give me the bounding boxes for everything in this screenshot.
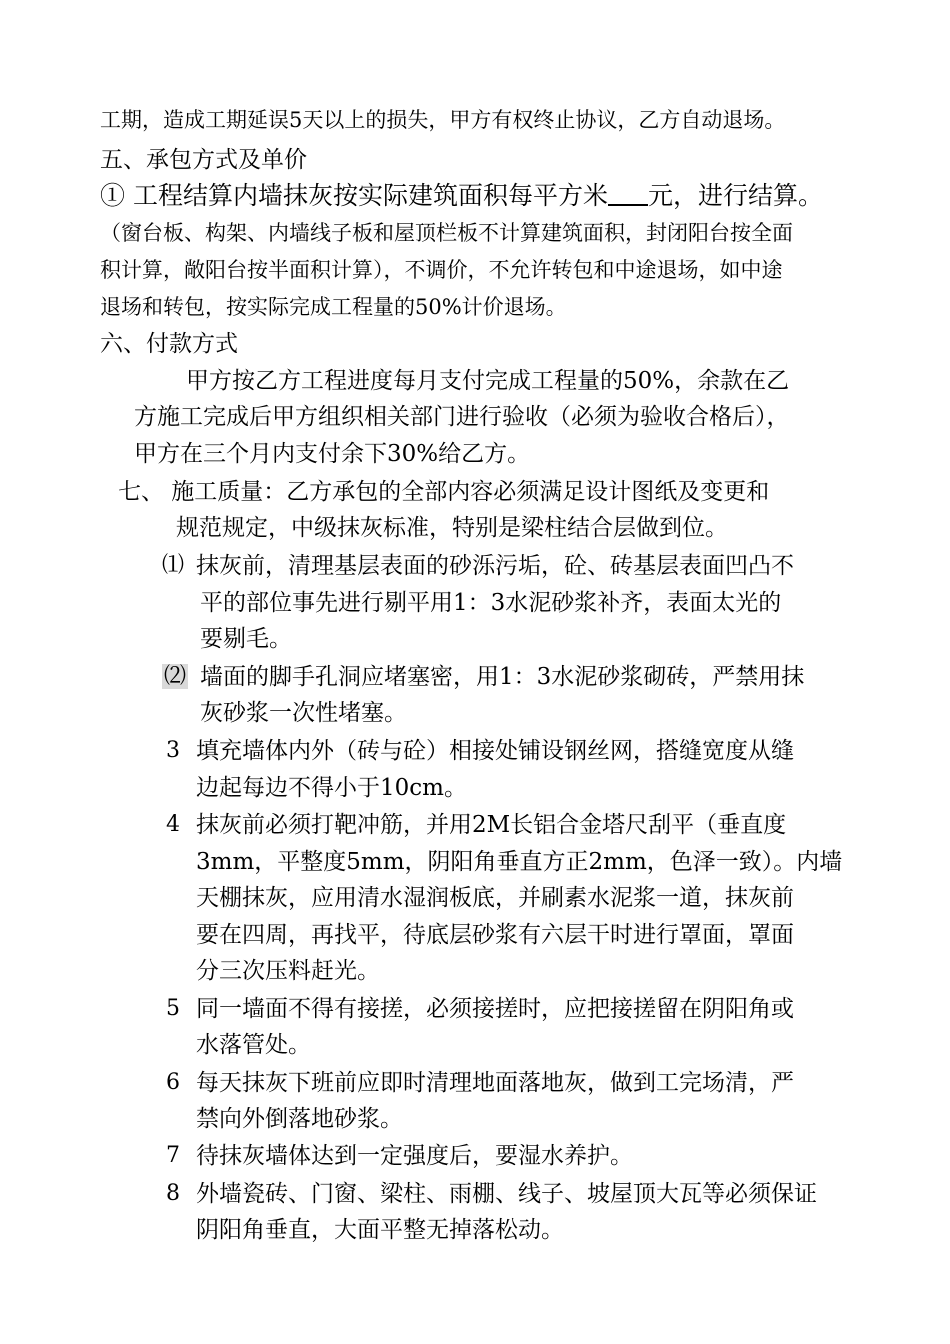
item-4-line-2: 3mm，平整度5mm，阴阳角垂直方正2mm，色泽一致）。内墙 (196, 849, 843, 875)
item-3-number: 3 (166, 738, 180, 763)
section-5-title: 五、承包方式及单价 (100, 147, 307, 173)
item-2-line-1: 墙面的脚手孔洞应堵塞密，用1：3水泥砂浆砌砖，严禁用抹 (200, 664, 805, 690)
item-8-line-2: 阴阳角垂直，大面平整无掉落松动。 (196, 1217, 564, 1243)
item-7-line-1: 待抹灰墙体达到一定强度后，要湿水养护。 (196, 1143, 633, 1169)
section-6-line-3: 甲方在三个月内支付余下30%给乙方。 (134, 441, 531, 467)
item-5-line-2: 水落管处。 (196, 1032, 311, 1058)
item-4-number: 4 (166, 812, 180, 837)
paragraph-line: 工期，造成工期延误5天以上的损失，甲方有权终止协议，乙方自动退场。 (100, 108, 786, 132)
section-6-line-1: 甲方按乙方工程进度每月支付完成工程量的50%，余款在乙 (186, 368, 790, 394)
item-6-line-2: 禁向外倒落地砂浆。 (196, 1106, 403, 1132)
item-3-line-1: 填充墙体内外（砖与砼）相接处铺设钢丝网，搭缝宽度从缝 (196, 738, 794, 764)
item-5-line-1: 同一墙面不得有接搓，必须接搓时，应把接搓留在阴阳角或 (196, 996, 794, 1022)
item-2-number (162, 663, 188, 691)
item-1-number: ⑴ (162, 553, 185, 578)
item-2-line-2: 灰砂浆一次性堵塞。 (200, 700, 407, 726)
item-1-line-2: 平的部位事先进行剔平用1：3水泥砂浆补齐，表面太光的 (200, 590, 782, 616)
item-1-line-1: 抹灰前，清理基层表面的砂泺污垢，砼、砖基层表面凹凸不 (196, 553, 794, 579)
section-5-line-1 (100, 182, 823, 210)
item-2-number-text: ⑵ (164, 664, 187, 689)
item-3-line-2: 边起每边不得小于10cm。 (196, 775, 467, 801)
item-1-line-3: 要剔毛。 (200, 626, 292, 652)
section-5-line-4: 退场和转包，按实际完成工程量的50%计价退场。 (100, 295, 567, 319)
item-8-number: 8 (166, 1181, 180, 1206)
section-7-line-2: 规范规定，中级抹灰标准，特别是梁柱结合层做到位。 (176, 515, 728, 541)
section-6-line-2: 方施工完成后甲方组织相关部门进行验收（必须为验收合格后）， (134, 404, 790, 430)
item-6-line-1: 每天抹灰下班前应即时清理地面落地灰，做到工完场清，严 (196, 1070, 794, 1096)
item-6-number: 6 (166, 1070, 180, 1095)
price-blank (608, 182, 648, 206)
item-8-line-1: 外墙瓷砖、门窗、梁柱、雨棚、线子、坡屋顶大瓦等必须保证 (196, 1181, 817, 1207)
item-5-number: 5 (166, 996, 180, 1021)
section-5-line-1-a: ① 工程结算内墙抹灰按实际建筑面积每平方米 (100, 181, 608, 210)
section-5-line-1-b: 元，进行结算。 (647, 181, 823, 210)
section-5-line-2: （窗台板、构架、内墙线子板和屋顶栏板不计算建筑面积，封闭阳台按全面 (100, 221, 793, 245)
item-4-line-1: 抹灰前必须打靶冲筋，并用2M长铝合金塔尺刮平（垂直度 (196, 812, 787, 838)
item-7-number: 7 (166, 1143, 180, 1168)
section-7-line-1: 七、 施工质量：乙方承包的全部内容必须满足设计图纸及变更和 (118, 479, 770, 505)
item-4-line-4: 要在四周，再找平，待底层砂浆有六层干时进行罩面，罩面 (196, 922, 794, 948)
section-6-title: 六、付款方式 (100, 331, 238, 357)
item-4-line-5: 分三次压料赶光。 (196, 958, 380, 984)
section-5-line-3: 积计算，敞阳台按半面积计算），不调价，不允许转包和中途退场，如中途 (100, 258, 783, 282)
item-4-line-3: 天棚抹灰，应用清水湿润板底，并刷素水泥浆一道，抹灰前 (196, 885, 794, 911)
